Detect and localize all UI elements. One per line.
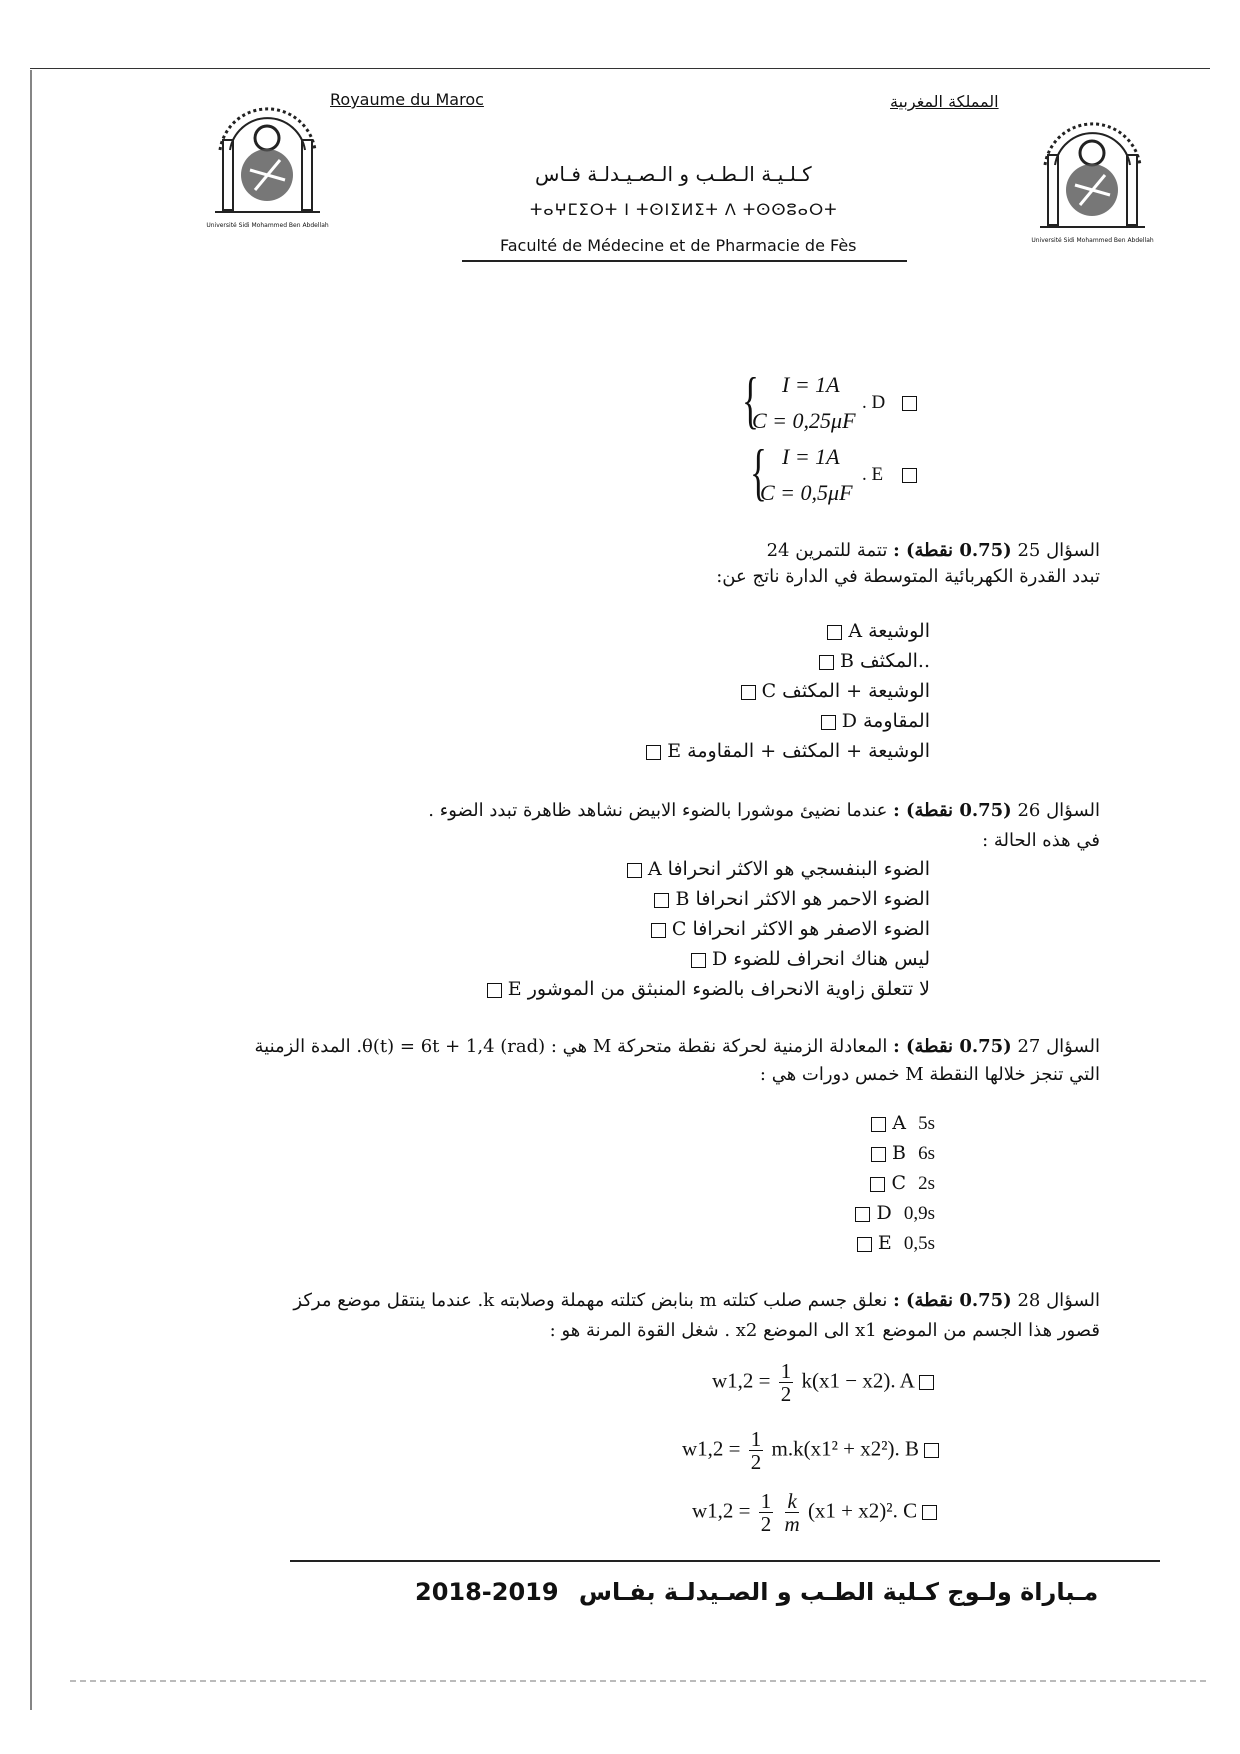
brace: { <box>742 364 759 435</box>
fraction-num: 1 <box>750 1427 762 1451</box>
option-letter: B <box>892 1142 906 1164</box>
question-number: السؤال 26 <box>1017 800 1100 821</box>
question-header <box>767 540 1100 561</box>
checkbox[interactable] <box>922 1505 937 1520</box>
option-letter: A <box>892 1112 906 1134</box>
option-text: الوشيعة + المكثف + المقاومة <box>687 740 930 762</box>
faculty-arabic-name: كـلـيـة الـطـب و الـصـيـدلـة فـاس <box>535 162 812 186</box>
question-number: السؤال 27 <box>1017 1036 1100 1057</box>
question-number: السؤال 28 <box>1017 1290 1100 1311</box>
left-scan-edge <box>30 70 32 1710</box>
option-text: 2s <box>918 1173 935 1194</box>
faculty-french-name: Faculté de Médecine et de Pharmacie de Fès <box>500 236 857 255</box>
option-text: لا تتعلق زاوية الانحراف بالضوء المنبثق من الموشور <box>527 978 930 1000</box>
question-points: (0.75 نقطة) : <box>893 1290 1012 1311</box>
left-logo-caption: Université Sidi Mohammed Ben Abdellah <box>206 222 329 229</box>
option-letter: E <box>877 1232 892 1254</box>
system-line: C = 0,25μF <box>752 408 856 433</box>
option-text: الضوء الاحمر هو الاكثر انحرافا <box>695 888 930 910</box>
checkbox[interactable] <box>827 625 842 640</box>
brace: { <box>750 436 767 507</box>
checkbox[interactable] <box>871 1117 886 1132</box>
system-line: I = 1A <box>782 372 840 397</box>
fraction-num: 1 <box>760 1489 772 1513</box>
option-letter: C <box>891 1172 906 1194</box>
checkbox[interactable] <box>924 1443 939 1458</box>
checkbox[interactable] <box>857 1237 872 1252</box>
answer-option[interactable] <box>819 650 930 672</box>
top-edge-line <box>30 68 1210 69</box>
answer-option[interactable] <box>821 710 930 732</box>
fraction-den: 2 <box>780 1382 792 1407</box>
checkbox[interactable] <box>819 655 834 670</box>
fraction <box>759 1490 774 1535</box>
option-text: 0,9s <box>903 1203 935 1224</box>
answer-option[interactable] <box>871 1112 935 1135</box>
option-text: 0,5s <box>903 1233 935 1254</box>
checkbox[interactable] <box>654 893 669 908</box>
question-body-line: المعادلة الزمنية لحركة نقطة متحركة M هي : θ(t) = 6t + 1,4 (rad). المدة الزمنية <box>254 1036 888 1057</box>
scan-artifact-line <box>70 1680 1210 1682</box>
answer-option[interactable] <box>870 1172 935 1195</box>
question-points: (0.75 نقطة) : <box>893 540 1012 561</box>
question-header-tail: تتمة للتمرين 24 <box>766 540 888 561</box>
formula-rest: m.k(x1² + x2²). B <box>771 1436 920 1461</box>
fraction-den: 2 <box>750 1450 762 1475</box>
formula-lhs: w1,2 = <box>692 1498 751 1523</box>
fraction-num: 1 <box>780 1359 792 1383</box>
question-header <box>255 1036 1100 1057</box>
question-body: التي تنجز خلالها النقطة M خمس دورات هي : <box>759 1064 1100 1085</box>
question-body: في هذه الحالة : <box>982 830 1100 851</box>
checkbox[interactable] <box>902 468 917 483</box>
system-line: C = 0,5μF <box>760 480 853 505</box>
answer-option[interactable] <box>712 1360 934 1405</box>
answer-option[interactable] <box>682 1428 939 1473</box>
fraction <box>779 1360 794 1405</box>
option-letter: D <box>876 1202 892 1224</box>
question-body: قصور هذا الجسم من الموضع x1 الى الموضع x2 . شغل القوة المرنة هو : <box>549 1320 1100 1341</box>
answer-option[interactable] <box>654 888 930 910</box>
option-letter: . E <box>862 464 884 485</box>
question-header <box>293 1290 1100 1311</box>
answer-option[interactable] <box>741 680 930 702</box>
option-letter: D <box>841 710 857 732</box>
option-letter: D <box>712 948 728 970</box>
footer-title: مـباراة ولـوج كـلية الطـب و الصـيدلـة بفـاس <box>578 1578 1099 1606</box>
option-text: ليس هناك انحراف للضوء <box>733 948 930 970</box>
option-letter: C <box>761 680 777 702</box>
checkbox[interactable] <box>691 953 706 968</box>
answer-option[interactable] <box>487 978 930 1000</box>
formula-lhs: w1,2 = <box>712 1368 771 1393</box>
option-text: الضوء البنفسجي هو الاكثر انحرافا <box>667 858 930 880</box>
option-text: 6s <box>918 1143 935 1164</box>
question-body: تبدد القدرة الكهربائية المتوسطة في الدارة ناتج عن: <box>716 566 1100 587</box>
checkbox[interactable] <box>651 923 666 938</box>
fraction-den: m <box>784 1512 800 1537</box>
header-left-title: Royaume du Maroc <box>330 90 484 109</box>
question-body-line: نعلق جسم صلب كتلته m بنابض كتلته مهملة وصلابته k. عندما ينتقل موضع مركز <box>293 1290 888 1311</box>
formula-lhs: w1,2 = <box>682 1436 741 1461</box>
option-letter: E <box>507 978 522 1000</box>
question-body-line: عندما نضيئ موشورا بالضوء الابيض نشاهد ظاهرة تبدد الضوء . <box>428 800 888 821</box>
answer-option[interactable] <box>646 740 930 762</box>
checkbox[interactable] <box>902 396 917 411</box>
checkbox[interactable] <box>821 715 836 730</box>
answer-option[interactable] <box>627 858 930 880</box>
checkbox[interactable] <box>487 983 502 998</box>
option-text: الوشيعة + المكثف <box>782 680 930 702</box>
formula-rest: (x1 + x2)². C <box>807 1498 918 1523</box>
footer-rule <box>290 1560 1160 1562</box>
option-letter: C <box>671 918 687 940</box>
question-points: (0.75 نقطة) : <box>893 800 1012 821</box>
checkbox[interactable] <box>855 1207 870 1222</box>
header-underline <box>462 260 907 262</box>
checkbox[interactable] <box>741 685 756 700</box>
faculty-tifinagh-name: ⵜⴰⵖⵎⵉⵔⵜ ⵏ ⵜⵙⵏⵉⵍⵉⵜ ⴷ ⵜⵙⵙⵓⴰⵔⵜ <box>530 200 838 219</box>
option-text: الضوء الاصفر هو الاكثر انحرافا <box>692 918 930 940</box>
question-points: (0.75 نقطة) : <box>893 1036 1012 1057</box>
option-letter: A <box>647 858 662 880</box>
right-logo-caption: Université Sidi Mohammed Ben Abdellah <box>1031 237 1154 244</box>
answer-option[interactable] <box>855 1202 935 1225</box>
option-letter: B <box>675 888 690 910</box>
option-text: المكثف.. <box>859 650 930 672</box>
answer-option[interactable] <box>871 1142 935 1165</box>
option-text: المقاومة <box>863 710 930 732</box>
fraction-num: k <box>787 1489 797 1513</box>
checkbox[interactable] <box>646 745 661 760</box>
answer-option[interactable] <box>827 620 930 642</box>
checkbox[interactable] <box>627 863 642 878</box>
fraction <box>785 1490 800 1535</box>
option-letter: E <box>667 740 682 762</box>
checkbox[interactable] <box>871 1147 886 1162</box>
left-university-logo <box>205 80 330 230</box>
answer-option[interactable] <box>692 1490 937 1535</box>
question-number: السؤال 25 <box>1017 540 1100 561</box>
question-header <box>428 800 1100 821</box>
answer-option[interactable] <box>691 948 930 970</box>
system-line: I = 1A <box>782 444 840 469</box>
fraction <box>749 1428 764 1473</box>
option-text: 5s <box>918 1113 935 1134</box>
footer <box>415 1578 1098 1606</box>
answer-option[interactable] <box>857 1232 935 1255</box>
option-text: الوشيعة <box>868 620 930 642</box>
option-letter: B <box>839 650 854 672</box>
option-letter: . D <box>862 392 886 413</box>
checkbox[interactable] <box>870 1177 885 1192</box>
footer-year: 2018-2019 <box>415 1578 559 1606</box>
formula-rest: k(x1 − x2). A <box>801 1368 914 1393</box>
fraction-den: 2 <box>760 1512 772 1537</box>
header-right-title: المملكة المغربية <box>890 92 999 111</box>
checkbox[interactable] <box>919 1375 934 1390</box>
answer-option[interactable] <box>651 918 930 940</box>
option-letter: A <box>848 620 863 642</box>
right-university-logo <box>1030 95 1155 245</box>
